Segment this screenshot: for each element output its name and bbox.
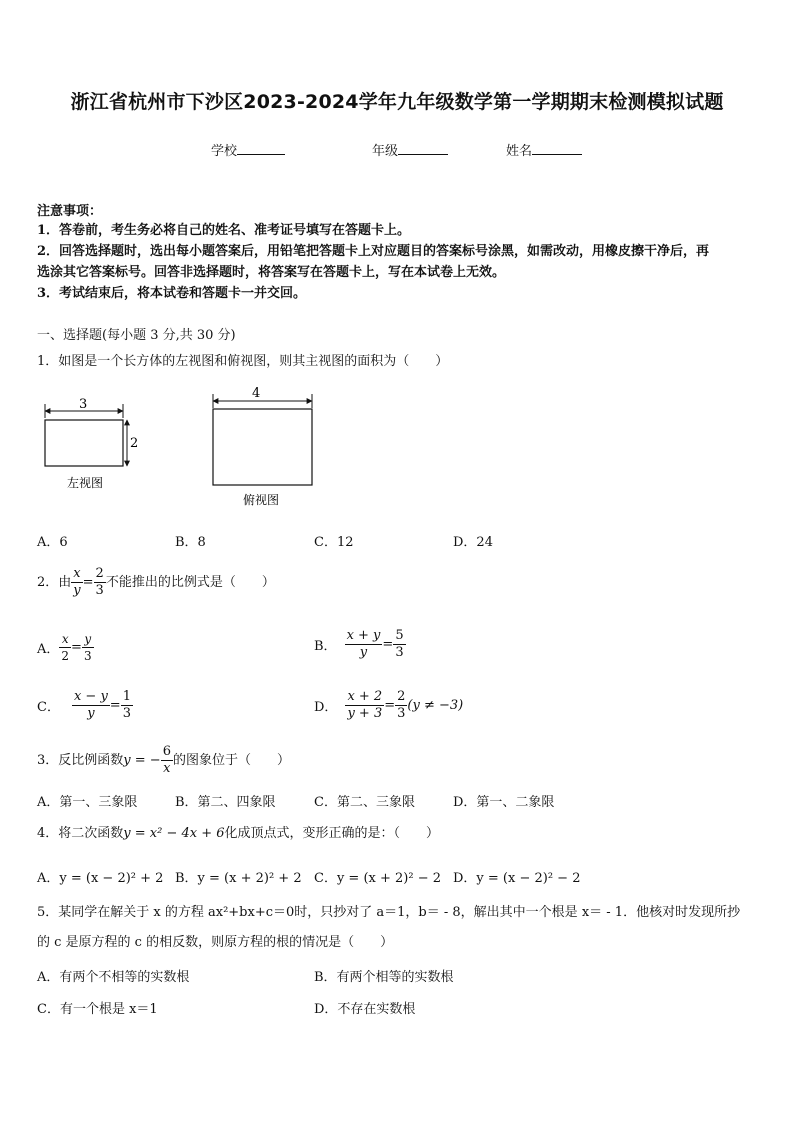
q2-option-d[interactable] xyxy=(314,689,463,722)
school-label: 学校 xyxy=(211,144,238,159)
q2-d-condition: (y ≠ −3) xyxy=(407,698,464,713)
q5-option-d[interactable]: D．不存在实数根 xyxy=(314,1002,416,1017)
left-view-width-label: 3 xyxy=(79,397,88,412)
top-view-rect xyxy=(213,409,312,485)
q2-d-eq: = xyxy=(384,698,396,713)
q2-c-frac-2: $\frac{1}{3}$ xyxy=(122,689,131,721)
school-field xyxy=(211,140,285,159)
q5-stem-line-2: 的 c 是原方程的 c 的相反数，则原方程的根的情况是（ ） xyxy=(37,935,394,950)
q2-d-frac-2: $\frac{2}{3}$ xyxy=(397,689,406,721)
q2-option-a[interactable] xyxy=(37,631,94,664)
q2-a-frac-2: $\frac{y}{3}$ xyxy=(83,632,92,663)
q2-option-a-label: A． xyxy=(37,642,60,657)
q2-c-eq: = xyxy=(109,698,121,713)
q4-option-c[interactable]: C．y = (x + 2)² − 2 xyxy=(314,871,441,886)
q4-stem xyxy=(37,823,439,845)
q3-option-b[interactable]: B．第二、四象限 xyxy=(175,795,276,810)
q4-option-b[interactable]: B．y = (x + 2)² + 2 xyxy=(175,871,302,886)
q1-stem: 1．如图是一个长方体的左视图和俯视图，则其主视图的面积为（ ） xyxy=(37,354,449,369)
q3-prefix: 3．反比例函数 xyxy=(37,752,124,768)
q2-option-c-label: C． xyxy=(37,700,60,715)
notice-item-2: 2．回答选择题时，选出每小题答案后，用铅笔把答题卡上对应题目的答案标号涂黑，如需改动，用橡皮擦干净后，再 xyxy=(37,244,710,259)
q2-option-b-label: B． xyxy=(314,639,337,654)
q2-a-eq: = xyxy=(71,640,82,655)
q4-suffix: 化成顶点式，变形正确的是：（ ） xyxy=(224,826,440,841)
left-view-figure xyxy=(45,397,138,490)
q2-c-frac-1: $\frac{x - y}{y}$ xyxy=(73,689,108,721)
q1-figures xyxy=(30,380,330,515)
q5-option-c[interactable]: C．有一个根是 x＝1 xyxy=(37,1002,158,1017)
notice-item-3: 3．考试结束后，将本试卷和答题卡一并交回。 xyxy=(37,286,307,301)
name-field xyxy=(506,140,582,159)
q2-option-d-label: D． xyxy=(314,700,338,715)
q2-stem-eq: = xyxy=(82,574,94,590)
q2-b-eq: = xyxy=(382,637,394,652)
q4-option-d[interactable]: D．y = (x − 2)² − 2 xyxy=(453,871,581,886)
top-view-width-label: 4 xyxy=(252,386,261,401)
q1-option-d[interactable]: D．24 xyxy=(453,535,493,550)
q2-b-frac-1: $\frac{x + y}{y}$ xyxy=(346,628,381,660)
q2-stem-frac-2: $\frac{2}{3}$ xyxy=(95,566,104,598)
notice-item-1: 1．答卷前，考生务必将自己的姓名、准考证号填写在答题卡上。 xyxy=(37,223,411,238)
q2-d-frac-1: $\frac{x + 2}{y + 3}$ xyxy=(347,689,383,721)
q3-suffix: 的图象位于（ ） xyxy=(172,752,290,768)
q5-option-a[interactable]: A．有两个不相等的实数根 xyxy=(37,970,190,985)
q2-option-c[interactable] xyxy=(37,689,133,722)
left-view-caption: 左视图 xyxy=(67,476,104,490)
school-blank[interactable] xyxy=(237,142,285,155)
q4-prefix: 4．将二次函数 xyxy=(37,826,124,841)
notice-item-2-cont: 选涂其它答案标号。回答非选择题时，将答案写在答题卡上，写在本试卷上无效。 xyxy=(37,265,506,280)
q2-stem xyxy=(37,566,275,599)
top-view-figure xyxy=(213,386,312,507)
q2-prefix: 2．由 xyxy=(37,574,72,590)
q5-stem-line-1: 5．某同学在解关于 x 的方程 ax²+bx+c＝0时，只抄对了 a＝1，b＝ - 8，解出其中一个根是 x＝ - 1．他核对时发现所抄 xyxy=(37,905,741,920)
left-view-height-label: 2 xyxy=(130,436,139,451)
name-label: 姓名 xyxy=(506,144,533,159)
q1-option-a[interactable]: A．6 xyxy=(37,535,68,550)
notice-heading: 注意事项： xyxy=(37,204,103,219)
q2-stem-frac-1: $\frac{x}{y}$ xyxy=(73,566,81,598)
q3-stem xyxy=(37,744,290,777)
name-blank[interactable] xyxy=(532,142,582,155)
section-heading: 一、选择题(每小题 3 分,共 30 分) xyxy=(37,328,236,343)
q5-option-b[interactable]: B．有两个相等的实数根 xyxy=(314,970,454,985)
grade-blank[interactable] xyxy=(398,142,448,155)
q3-option-d[interactable]: D．第一、二象限 xyxy=(453,795,555,810)
top-view-caption: 俯视图 xyxy=(243,493,280,507)
q1-option-b[interactable]: B．8 xyxy=(175,535,206,550)
q3-option-a[interactable]: A．第一、三象限 xyxy=(37,795,138,810)
q3-option-c[interactable]: C．第二、三象限 xyxy=(314,795,415,810)
q4-expr: y = x² − 4x + 6 xyxy=(123,826,225,841)
q3-func-lhs: y = − xyxy=(123,752,161,768)
q2-option-b[interactable] xyxy=(314,628,406,661)
q3-frac: $\frac{6}{x}$ xyxy=(162,744,171,776)
q4-option-a[interactable]: A．y = (x − 2)² + 2 xyxy=(37,871,164,886)
q2-a-frac-1: $\frac{x}{2}$ xyxy=(61,632,70,663)
grade-label: 年级 xyxy=(372,144,399,159)
grade-field xyxy=(372,140,448,159)
q1-option-c[interactable]: C．12 xyxy=(314,535,354,550)
left-view-rect xyxy=(45,420,123,466)
q2-b-frac-2: $\frac{5}{3}$ xyxy=(395,628,404,660)
q2-suffix: 不能推出的比例式是（ ） xyxy=(105,574,275,590)
page-title: 浙江省杭州市下沙区2023-2024学年九年级数学第一学期期末检测模拟试题 xyxy=(70,91,724,113)
